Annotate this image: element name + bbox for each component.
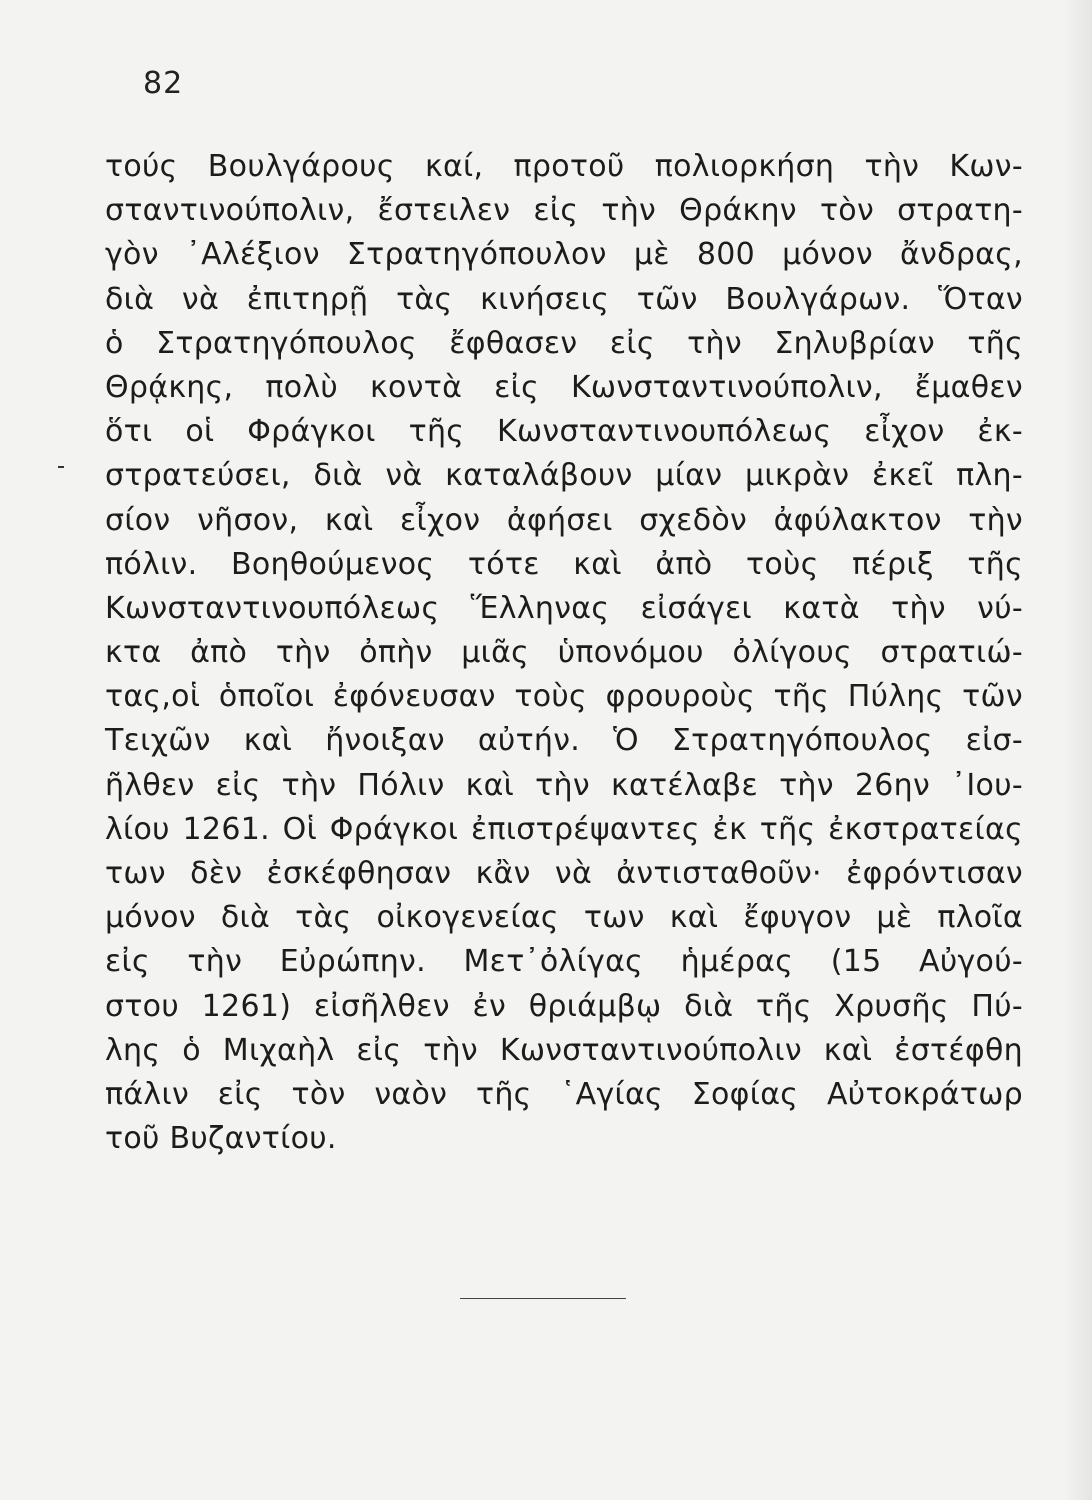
text-line: σίον νῆσον, καὶ εἶχον ἀφήσει σχεδὸν ἀφύλακτον τὴν [105,502,1023,538]
text-line: τοῦ Βυζαντίου. [105,1121,337,1157]
text-line: πάλιν εἰς τὸν ναὸν τῆς ῾Αγίας Σοφίας Αὐτοκράτωρ [105,1076,1023,1112]
text-line: μόνον διὰ τὰς οἰκογενείας των καὶ ἔφυγον μὲ πλοῖα [105,900,1023,936]
text-line: στρατεύσει, διὰ νὰ καταλάβουν μίαν μικρὰν ἐκεῖ πλη- [105,458,1023,494]
text-line: σταντινούπολιν, ἔστειλεν εἰς τὴν Θράκην τὸν στρατη- [105,193,1023,229]
page-number: 82 [143,66,184,101]
text-line: λίου 1261. Οἱ Φράγκοι ἐπιστρέψαντες ἐκ τῆς ἐκστρατείας [105,811,1023,847]
text-line: Τειχῶν καὶ ἤνοιξαν αὐτήν. Ὁ Στρατηγόπουλος εἰσ- [105,723,1023,759]
text-line: Κωνσταντινουπόλεως Ἕλληνας εἰσάγει κατὰ τὴν νύ- [105,590,1023,626]
section-divider [460,1298,626,1299]
text-line: τούς Βουλγάρους καί, προτοῦ πολιορκήση τὴν Κων- [105,149,1023,184]
text-line: τας,οἱ ὁποῖοι ἐφόνευσαν τοὺς φρουροὺς τῆς Πύλης τῶν [105,679,1023,715]
text-line: διὰ νὰ ἐπιτηρῇ τὰς κινήσεις τῶν Βουλγάρων. Ὅταν [105,281,1023,317]
body-paragraph [105,145,1023,1161]
text-line: ὅτι οἱ Φράγκοι τῆς Κωνσταντινουπόλεως εἶχον ἐκ- [105,414,1023,450]
text-line: στου 1261) εἰσῆλθεν ἐν θριάμβῳ διὰ τῆς Χρυσῆς Πύ- [105,988,1023,1024]
margin-mark [58,466,64,468]
text-line: των δὲν ἐσκέφθησαν κἂν νὰ ἀντισταθοῦν· ἐφρόντισαν [105,856,1023,891]
text-line: γὸν ᾿Αλέξιον Στρατηγόπουλον μὲ 800 μόνον ἄνδρας, [105,237,1023,273]
text-line: ῆλθεν εἰς τὴν Πόλιν καὶ τὴν κατέλαβε τὴν 26ην ᾿Ιου- [105,767,1023,803]
text-line: κτα ἀπὸ τὴν ὀπὴν μιᾶς ὑπονόμου ὀλίγους στρατιώ- [105,635,1023,671]
text-line: εἰς τὴν Εὐρώπην. Μετ᾿ὀλίγας ἡμέρας (15 Αὐγού- [105,944,1023,980]
page-edge-shadow [1064,0,1092,1500]
text-line: πόλιν. Βοηθούμενος τότε καὶ ἀπὸ τοὺς πέριξ τῆς [105,546,1023,582]
text-line: Θρᾴκης, πολὺ κοντὰ εἰς Κωνσταντινούπολιν, ἔμαθεν [105,369,1023,405]
text-line: ὁ Στρατηγόπουλος ἔφθασεν εἰς τὴν Σηλυβρίαν τῆς [105,325,1023,361]
text-line: λης ὁ Μιχαὴλ εἰς τὴν Κωνσταντινούπολιν καὶ ἐστέφθη [105,1032,1023,1068]
